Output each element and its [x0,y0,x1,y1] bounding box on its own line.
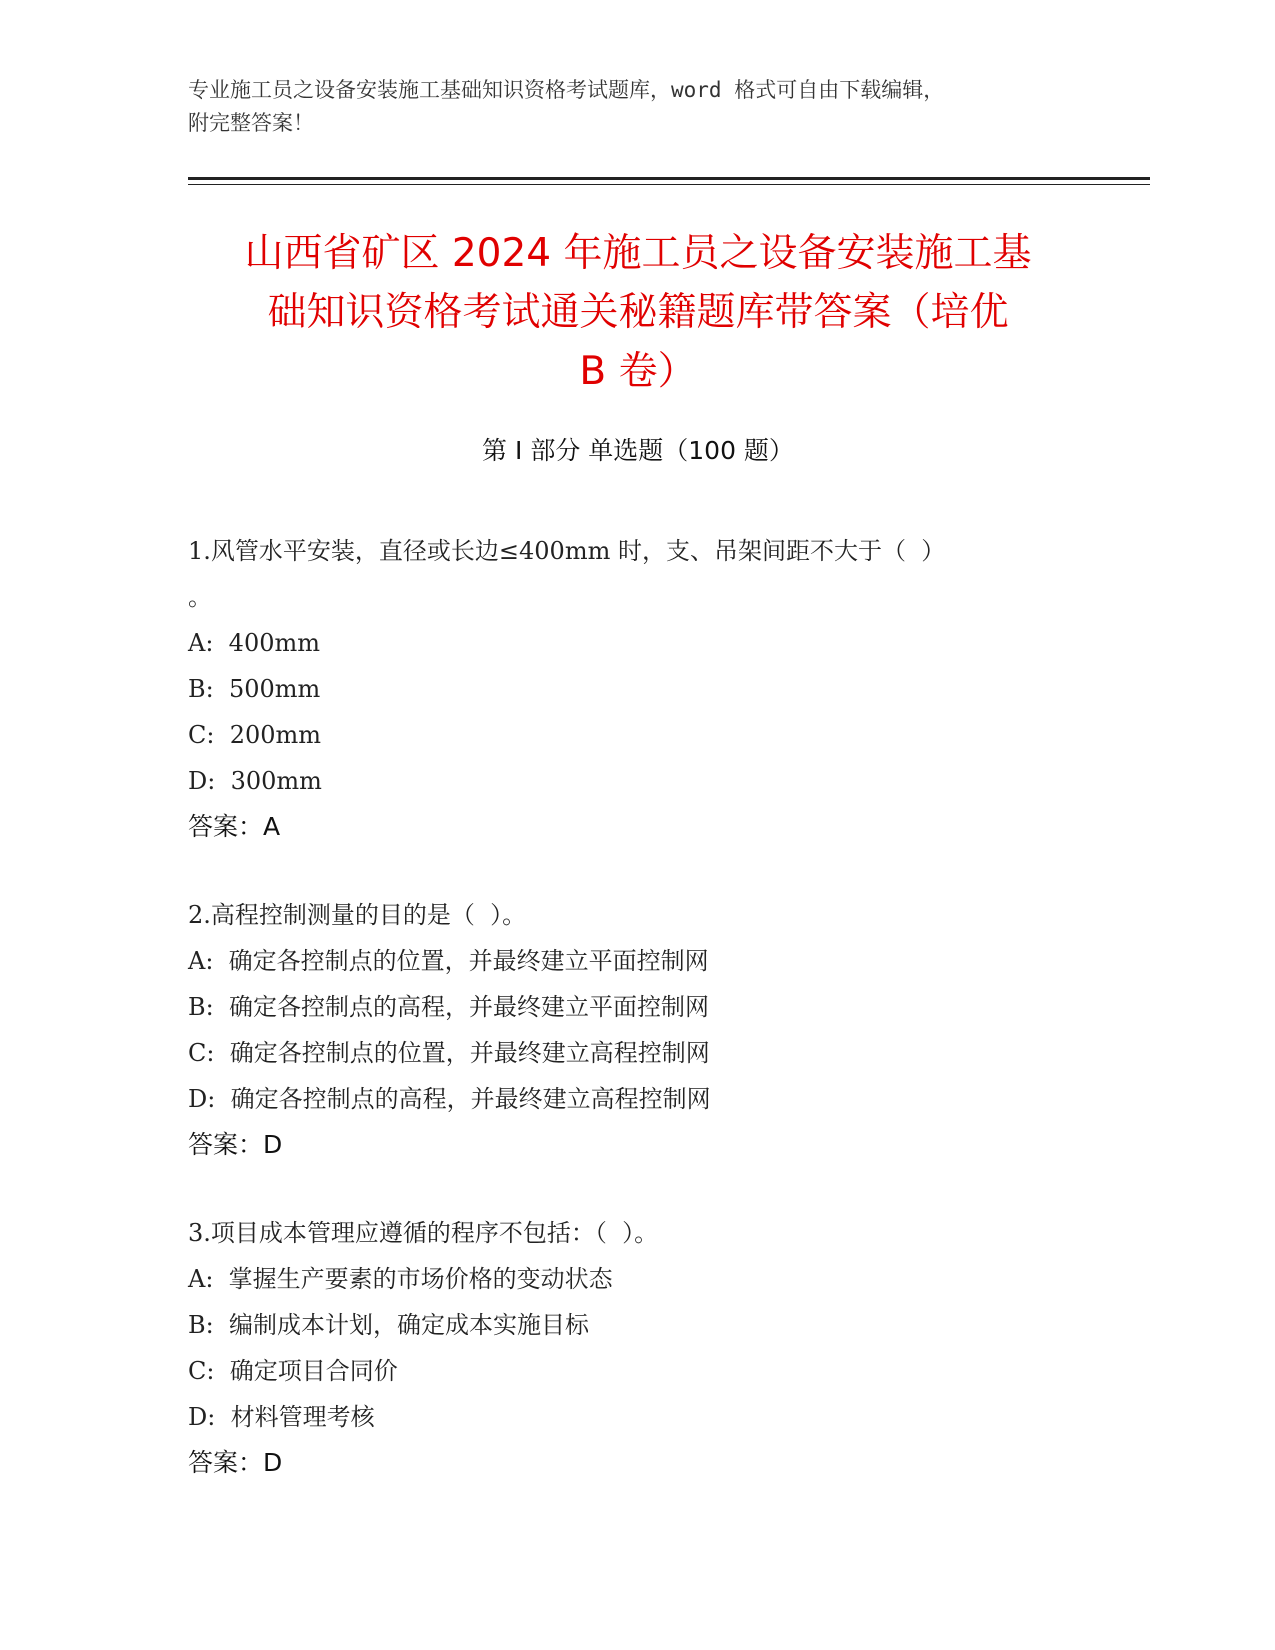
header-note-line-1: 专业施工员之设备安装施工基础知识资格考试题库，word 格式可自由下载编辑， [188,78,945,102]
question-stem: 2.高程控制测量的目的是（ ）。 [188,901,527,929]
option-c: C: 确定各控制点的位置，并最终建立高程控制网 [188,1039,710,1067]
answer-line: 答案：A [188,812,281,841]
header-note-line-2: 附完整答案！ [188,111,314,135]
option-a: A: 掌握生产要素的市场价格的变动状态 [188,1265,613,1293]
option-b: B: 编制成本计划，确定成本实施目标 [188,1311,589,1339]
question-stem: 3.项目成本管理应遵循的程序不包括：（ ）。 [188,1219,659,1247]
header-divider-thick [188,177,1150,180]
option-d: D: 确定各控制点的高程，并最终建立高程控制网 [188,1085,711,1113]
question-3 [188,1210,1088,1486]
document-title-line-1: 山西省矿区 2024 年施工员之设备安装施工基 [244,231,1032,276]
document-title-line-3: B 卷） [579,349,697,394]
option-c: C: 确定项目合同价 [188,1357,398,1385]
answer-line: 答案：D [188,1448,283,1477]
section-title: 第 I 部分 单选题（100 题） [482,436,794,465]
option-c: C: 200mm [188,721,322,749]
option-a: A: 确定各控制点的位置，并最终建立平面控制网 [188,947,709,975]
question-stem: 1.风管水平安装，直径或长边≤400mm 时，支、吊架间距不大于（ ） [188,537,946,565]
header-divider-thin [188,184,1150,185]
option-b: B: 确定各控制点的高程，并最终建立平面控制网 [188,993,709,1021]
option-b: B: 500mm [188,675,321,703]
question-1 [188,528,1088,850]
document-title-line-2: 础知识资格考试通关秘籍题库带答案（培优 [267,290,1009,335]
question-2 [188,892,1088,1168]
document-title [188,224,1088,401]
question-list [188,528,1088,1528]
document-header-note [188,74,1088,140]
option-a: A: 400mm [188,629,320,657]
option-d: D: 材料管理考核 [188,1403,375,1431]
question-stem-continuation: 。 [188,583,212,611]
answer-line: 答案：D [188,1130,283,1159]
option-d: D: 300mm [188,767,322,795]
